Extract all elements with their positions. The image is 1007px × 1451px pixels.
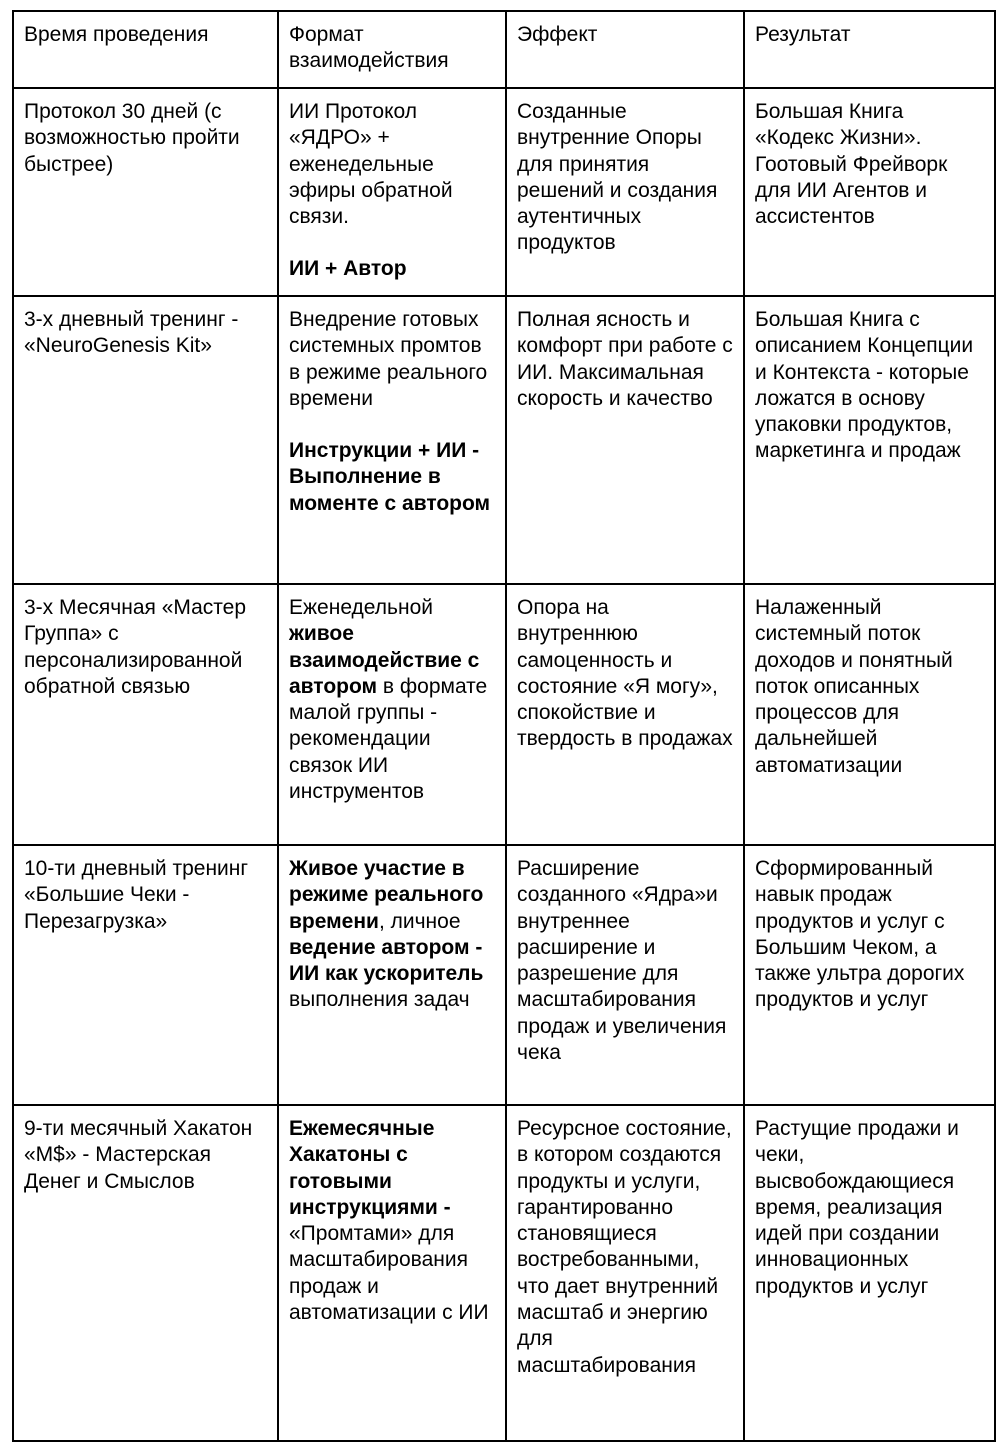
cell-effect: Расширение созданного «Ядра»и внутреннее расширение и разрешение для масштабирования продаж и увеличения чека [506,845,744,1105]
table-row [13,296,995,584]
cell-time: 3-х дневный тренинг - «NeuroGenesis Kit» [13,296,278,584]
format-bold-2: ведение автором - ИИ как ускоритель [289,935,484,986]
format-bold-1: Живое участие в режиме реального времени [289,857,484,933]
table-row [13,1105,995,1441]
cell-result: Сформированный навык продаж продуктов и услуг с Большим Чеком, а также ультра дорогих продуктов и услуг [744,845,995,1105]
cell-time: 10-ти дневный тренинг «Большие Чеки - Перезагрузка» [13,845,278,1105]
format-text-b: в формате малой группы - рекомендации связок ИИ инструментов [289,674,488,804]
cell-effect: Ресурсное состояние, в котором создаются продукты и услуги, гарантированно становящиеся востребованными, что дает внутренний масштаб и энергию для масштабирования [506,1105,744,1441]
header-effect: Эффект [506,11,744,88]
format-bold: Ежемесячные Хакатоны с готовыми инструкциями - [289,1117,451,1219]
cell-format [278,1105,506,1441]
cell-format [278,88,506,296]
cell-format [278,845,506,1105]
table-row [13,845,995,1105]
table-header-row [13,11,995,88]
cell-time: Протокол 30 дней (с возможностью пройти быстрее) [13,88,278,296]
format-bold: ИИ + Автор [289,257,407,281]
table-row [13,584,995,845]
header-time: Время проведения [13,11,278,88]
format-text-b: выполнения задач [289,988,470,1012]
cell-format [278,584,506,845]
header-format: Формат взаимодействия [278,11,506,88]
table-row [13,88,995,296]
format-text: Внедрение готовых системных промтов в режиме реального времени [289,308,488,410]
format-bold: Инструкции + ИИ - Выполнение в моменте с автором [289,439,491,515]
cell-effect: Опора на внутреннюю самоценность и состояние «Я могу», спокойствие и твердость в продажах [506,584,744,845]
cell-time: 9-ти месячный Хакатон «M$» - Мастерская Денег и Смыслов [13,1105,278,1441]
cell-result: Большая Книга с описанием Концепции и Контекста - которые ложатся в основу упаковки продуктов, маркетинга и продаж [744,296,995,584]
format-text: ИИ Протокол «ЯДРО» + еженедельные эфиры обратной связи. [289,100,453,229]
cell-effect: Полная ясность и комфорт при работе с ИИ. Максимальная скорость и качество [506,296,744,584]
cell-format [278,296,506,584]
format-text-b: «Промтами» для масштабирования продаж и автоматизации с ИИ [289,1222,489,1325]
format-text-a: , личное [378,909,461,933]
program-table [12,10,996,1442]
format-bold: живое взаимодействие с автором [289,622,480,698]
cell-result: Растущие продажи и чеки, высвобождающиеся время, реализация идей при создании инновационных продуктов и услуг [744,1105,995,1441]
header-result: Результат [744,11,995,88]
cell-result: Большая Книга «Кодекс Жизни». Гоотовый Фрейворк для ИИ Агентов и ассистентов [744,88,995,296]
cell-effect: Созданные внутренние Опоры для принятия решений и создания аутентичных продуктов [506,88,744,296]
cell-result: Налаженный системный поток доходов и понятный поток описанных процессов для дальнейшей автоматизации [744,584,995,845]
cell-time: 3-х Месячная «Мастер Группа» с персонализированной обратной связью [13,584,278,845]
format-text-a: Еженедельной [289,596,433,619]
